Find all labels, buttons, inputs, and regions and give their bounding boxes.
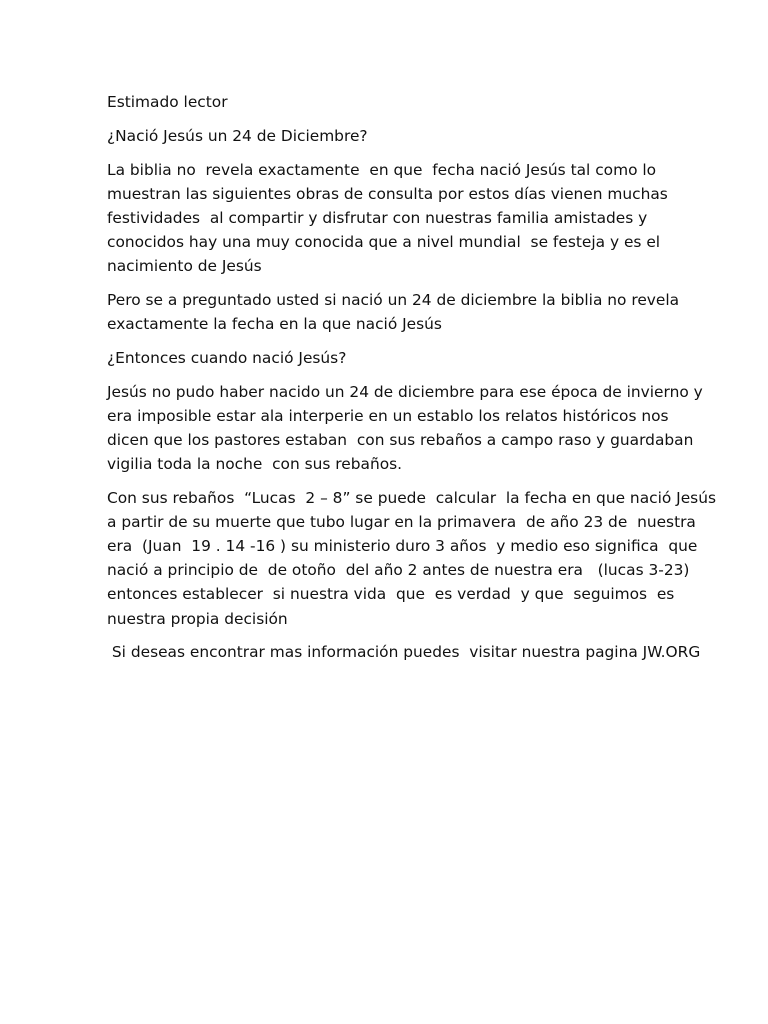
paragraph-4-line: a partir de su muerte que tubo lugar en la primavera de año 23 de nuestra <box>107 513 696 532</box>
paragraph-2 <box>107 288 687 336</box>
closing-text: Si deseas encontrar mas información puedes visitar nuestra pagina JW.ORG <box>107 643 701 662</box>
paragraph-3 <box>107 380 703 476</box>
paragraph-3-line: dicen que los pastores estaban con sus rebaños a campo raso y guardaban <box>107 431 694 450</box>
paragraph-4-line: era (Juan 19 . 14 -16 ) su ministerio duro 3 años y medio eso significa que <box>107 537 698 556</box>
greeting-text: Estimado lector <box>107 93 228 111</box>
closing-line <box>107 640 701 664</box>
paragraph-4-line: Con sus rebaños “Lucas 2 – 8” se puede calcular la fecha en que nació Jesús <box>107 489 716 508</box>
question-heading-1 <box>107 124 687 148</box>
paragraph-3-line: Jesús no pudo haber nacido un 24 de diciembre para ese época de invierno y <box>107 382 703 401</box>
paragraph-4 <box>107 486 716 631</box>
paragraph-1-line: nacimiento de Jesús <box>107 257 262 276</box>
paragraph-3-line: vigilia toda la noche con sus rebaños. <box>107 455 403 474</box>
paragraph-2-line: Pero se a preguntado usted si nació un 24 de diciembre la biblia no revela <box>107 291 680 310</box>
paragraph-2-line: exactamente la fecha en la que nació Jesús <box>107 315 442 334</box>
document-body <box>107 90 716 674</box>
paragraph-4-line: nació a principio de de otoño del año 2 antes de nuestra era (lucas 3-23) <box>107 561 690 580</box>
question-heading-2 <box>107 346 687 370</box>
paragraph-1 <box>107 158 687 278</box>
paragraph-1-line: muestran las siguientes obras de consulta por estos días vienen muchas <box>107 184 668 203</box>
greeting <box>107 90 687 114</box>
paragraph-1-line: conocidos hay una muy conocida que a nivel mundial se festeja y es el <box>107 233 661 252</box>
question-2-text: ¿Entonces cuando nació Jesús? <box>107 349 347 368</box>
question-1-text: ¿Nació Jesús un 24 de Diciembre? <box>107 126 368 145</box>
paragraph-4-line: nuestra propia decisión <box>107 609 288 628</box>
paragraph-1-line: festividades al compartir y disfrutar con nuestras familia amistades y <box>107 208 648 227</box>
paragraph-4-line: entonces establecer si nuestra vida que es verdad y que seguimos es <box>107 585 675 604</box>
paragraph-3-line: era imposible estar ala interperie en un establo los relatos históricos nos <box>107 407 669 426</box>
paragraph-1-line: La biblia no revela exactamente en que fecha nació Jesús tal como lo <box>107 160 657 179</box>
